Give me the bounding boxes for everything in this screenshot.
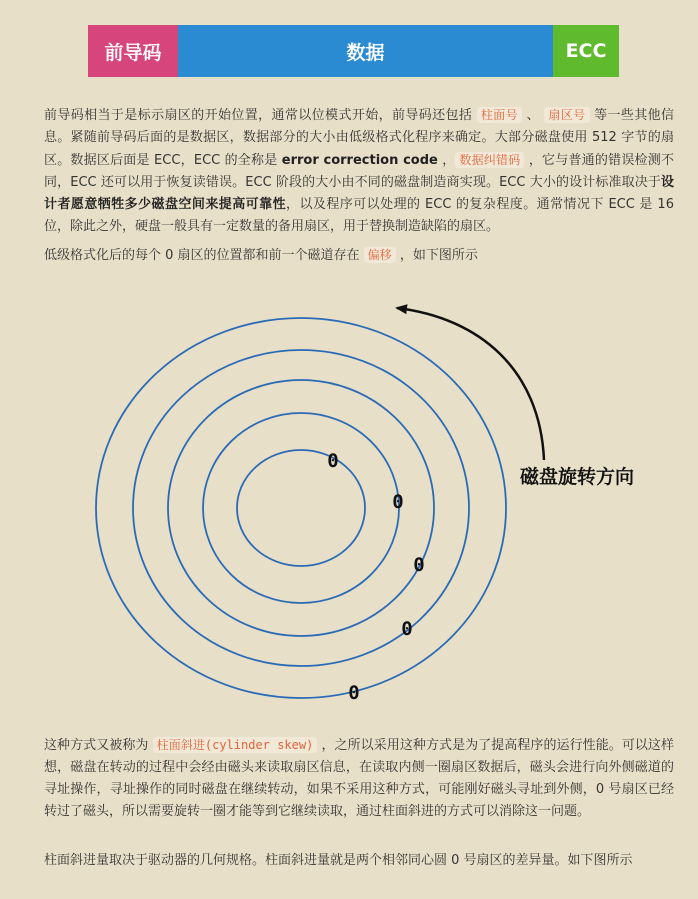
track-ring-5 [96, 318, 506, 698]
sector-layout-bar [88, 25, 619, 77]
inline-code: 偏移 [364, 247, 396, 263]
inline-code: 扇区号 [544, 107, 589, 123]
text: ， [437, 153, 456, 168]
sector-zero-ring-3: 0 [413, 554, 425, 576]
text: ，它与普通的错误检测不同，ECC 还可以用于恢复读错误。ECC 阶段的大小由不同的磁盘制造商实现。ECC 大小的设计标准取决于 [44, 153, 674, 190]
sector-zero-ring-1: 0 [327, 450, 339, 472]
track-ring-1 [237, 450, 365, 566]
paragraph-offset [44, 244, 674, 267]
text: 这种方式又被称为 [44, 738, 153, 753]
text: 前导码相当于是标示扇区的开始位置，通常以位模式开始，前导码还包括 [44, 108, 477, 123]
bold-text: error correction code [281, 153, 438, 168]
bold-text: 设计者愿意牺牲多少磁盘空间来提高可靠性 [44, 175, 674, 212]
data-segment: 数据 [178, 25, 553, 77]
text: 、 [521, 108, 545, 123]
cylinder-skew-diagram [0, 280, 698, 720]
inline-code: 柱面斜进(cylinder skew) [153, 737, 318, 753]
text: 柱面斜进量取决于驱动器的几何规格。柱面斜进量就是两个相邻同心圆 0 号扇区的差异量。如下图所示 [44, 853, 633, 868]
sector-zero-ring-5: 0 [348, 682, 360, 704]
text: 等一些其他信息。紧随前导码后面的是数据区，数据部分的大小由低级格式化程序来确定。大部分磁盘使用 512 字节的扇区。数据区后面是 ECC，ECC 的全称是 [44, 108, 674, 168]
inline-code: 数据纠错码 [455, 152, 524, 168]
text: ，以及程序可以处理的 ECC 的复杂程度。通常情况下 ECC 是 16 位，除此之外，硬盘一般具有一定数量的备用扇区，用于替换制造缺陷的扇区。 [44, 197, 674, 234]
paragraph-skew-amount [44, 850, 674, 872]
paragraph-cylinder-skew [44, 734, 674, 823]
sector-zero-ring-4: 0 [401, 618, 413, 640]
ecc-segment: ECC [553, 25, 619, 77]
track-ring-2 [203, 413, 399, 603]
track-ring-4 [133, 350, 469, 666]
text: 低级格式化后的每个 0 扇区的位置都和前一个磁道存在 [44, 248, 364, 263]
sector-zero-ring-2: 0 [392, 491, 404, 513]
paragraph-preamble [44, 104, 674, 238]
text: ，如下图所示 [395, 248, 478, 263]
preamble-segment: 前导码 [88, 25, 178, 77]
text: ，之所以采用这种方式是为了提高程序的运行性能。可以这样想，磁盘在转动的过程中会经由磁头来读取扇区信息，在读取内侧一圈扇区数据后，磁头会进行向外侧磁道的寻址操作，寻址操作的同时磁盘在继续转动，如果不采用这种方式，可能刚好磁头寻址到外侧，0 号扇区已经转过了磁头，所以需要旋转一圈才能等到它继续读取，通过柱面斜进的方式可以消除这一问题。 [44, 738, 674, 819]
inline-code: 柱面号 [477, 107, 522, 123]
rotation-direction-label: 磁盘旋转方向 [520, 466, 635, 488]
rotation-arrow [397, 308, 544, 460]
